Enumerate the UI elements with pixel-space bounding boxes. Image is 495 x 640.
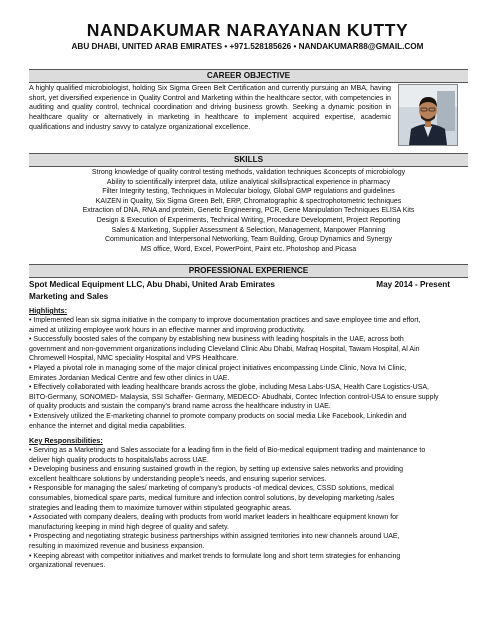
job-dates: May 2014 - Present	[376, 280, 450, 289]
skill-line: KAIZEN in Quality, Six Sigma Green Belt, ERP, Chromatographic & spectrophotometric techniques	[95, 197, 402, 205]
objective-text: A highly qualified microbiologist, holding Six Sigma Green Belt Certification and currently pursuing an MBA, having short, yet diversified experience in Quality Control and Marketing within the healthcare sector, with competencies in auditing and quality control, technical coordination and driving business growth. Seeking a dynamic position in healthcare quality or alternatively in marketing in healthcare to implement acquired expertise, academic qualifications and industry savvy to catalyze organizational excellence.	[29, 84, 391, 131]
list-item: deliver high quality products to hospitals/labs across UAE.	[29, 456, 209, 464]
skill-line: MS office, Word, Excel, PowerPoint, Paint etc. Photoshop and Picasa	[140, 245, 357, 253]
profile-photo	[398, 84, 458, 146]
section-header-objective: CAREER OBJECTIVE	[29, 69, 468, 83]
list-item: • Played a pivotal role in managing some of the major clinical project initiatives encompassing Linde Clinic, Nova Ivi Clinic,	[29, 364, 407, 372]
list-item: • Associated with company dealers, dealing with products from world market leaders in healthcare equipment known for	[29, 514, 399, 522]
skill-line: Design & Execution of Experiments, Technical Writing, Procedure Development, Project Reporting	[96, 216, 401, 224]
list-item: excellent healthcare solutions by understanding people's needs, and ensuring superior services.	[29, 475, 327, 483]
list-item: • Successfully boosted sales of the company by establishing new business with leading hospitals in the UAE, across both	[29, 336, 404, 344]
responsibilities-list	[29, 446, 468, 571]
skill-line: Filter Integrity testing, Techniques in Molecular biology, Global GMP regulations and guidelines	[102, 188, 395, 196]
list-item: • Developing business and ensuring sustained growth in the region, by setting up extensive sales networks and providing	[29, 466, 404, 474]
list-item: Chromewell Hospital, NMC speciality Hospital and VPS Healthcare.	[29, 355, 239, 363]
list-item: consumables, biomedical spare parts, medical furniture and infection control solutions, by developing marketing /sales	[29, 494, 395, 502]
list-item: aimed at utilizing employee work hours in an effective manner and improving productivity.	[29, 326, 305, 334]
list-item: BITO-Germany, SONOMED- Malaysia, SSI Schaffer- Germany, MEDECO- Abudhabi, Contec Infection control-USA to ensure supply	[29, 393, 439, 401]
list-item: of quality products and sustain the company's brand name across the healthcare industry in UAE.	[29, 403, 331, 411]
list-item: strategies and leading them to maximize turnover within stipulated geographic areas.	[29, 504, 292, 512]
list-item: enhance the internet and digital media capabilities.	[29, 422, 187, 430]
job-company: Spot Medical Equipment LLC, Abu Dhabi, United Arab Emirates	[29, 280, 275, 289]
skill-line: Sales & Marketing, Supplier Assessment & Selection, Management, Manpower Planning	[111, 226, 386, 234]
list-item: manufacturing keeping in mind high degree of quality and safety.	[29, 523, 229, 531]
list-item: • Implemented lean six sigma initiative in the company to improve documentation practices and save employee time and effort,	[29, 317, 421, 324]
skills-list	[29, 168, 468, 254]
list-item: • Effectively collaborated with leading healthcare brands across the globe, including Mesa Labs-USA, Health Care Logistics-USA,	[29, 384, 429, 392]
job-entry	[29, 279, 468, 303]
list-item: • Prospecting and negotiating strategic business partnerships within assigned territories into new channels around UAE,	[29, 533, 400, 541]
section-header-skills: SKILLS	[29, 153, 468, 167]
contact-line: ABU DHABI, UNITED ARAB EMIRATES • +971.528185626 • NANDAKUMAR88@GMAIL.COM	[71, 42, 424, 51]
highlights-list	[29, 316, 468, 431]
list-item: organizational revenues.	[29, 562, 106, 570]
list-item: government and non-government organizations including Cleveland Clinic Abu Dhabi, Mafraq Hospital, Tawam Hospital, Al Ain	[29, 345, 420, 353]
skill-line: Communication and Interpersonal Networking, Team Building, Group Dynamics and Synergy	[104, 236, 392, 244]
list-item: • Extensively utilized the E-marketing channel to promote company products on social media Like Facebook, Linkedin and	[29, 412, 407, 420]
skill-line: Extraction of DNA, RNA and protein, Genetic Engineering, PCR, Gene Manipulation Techniques ELISA Kits	[82, 207, 415, 215]
skill-line: Strong knowledge of quality control testing methods, validation techniques &concepts of microbiology	[91, 169, 406, 176]
candidate-name: NANDAKUMAR NARAYANAN KUTTY	[86, 20, 409, 40]
skill-line: Ability to scientifically interpret data, utilize analytical skills/practical experience in pharmacy	[106, 178, 391, 186]
portrait-image	[399, 85, 457, 145]
job-title: Marketing and Sales	[29, 292, 109, 301]
list-item: • Serving as a Marketing and Sales associate for a leading firm in the field of Bio-medical equipment trading and maintenance to	[29, 447, 426, 454]
list-item: • Responsible for managing the sales/ marketing of company's products -of medical devices, CSSD solutions, medical	[29, 485, 394, 493]
responsibilities-heading: Key Responsibilities:	[29, 436, 103, 445]
list-item: resulting in maximized revenue and business expansion.	[29, 542, 205, 550]
list-item: • Keeping abreast with competitor initiatives and market trends to formulate long and short term strategies for enhancing	[29, 552, 401, 560]
section-header-experience: PROFESSIONAL EXPERIENCE	[29, 264, 468, 278]
list-item: Emirates Jordanian Medical Centre and few other clinics in UAE.	[29, 374, 230, 382]
highlights-heading: Highlights:	[29, 306, 68, 315]
